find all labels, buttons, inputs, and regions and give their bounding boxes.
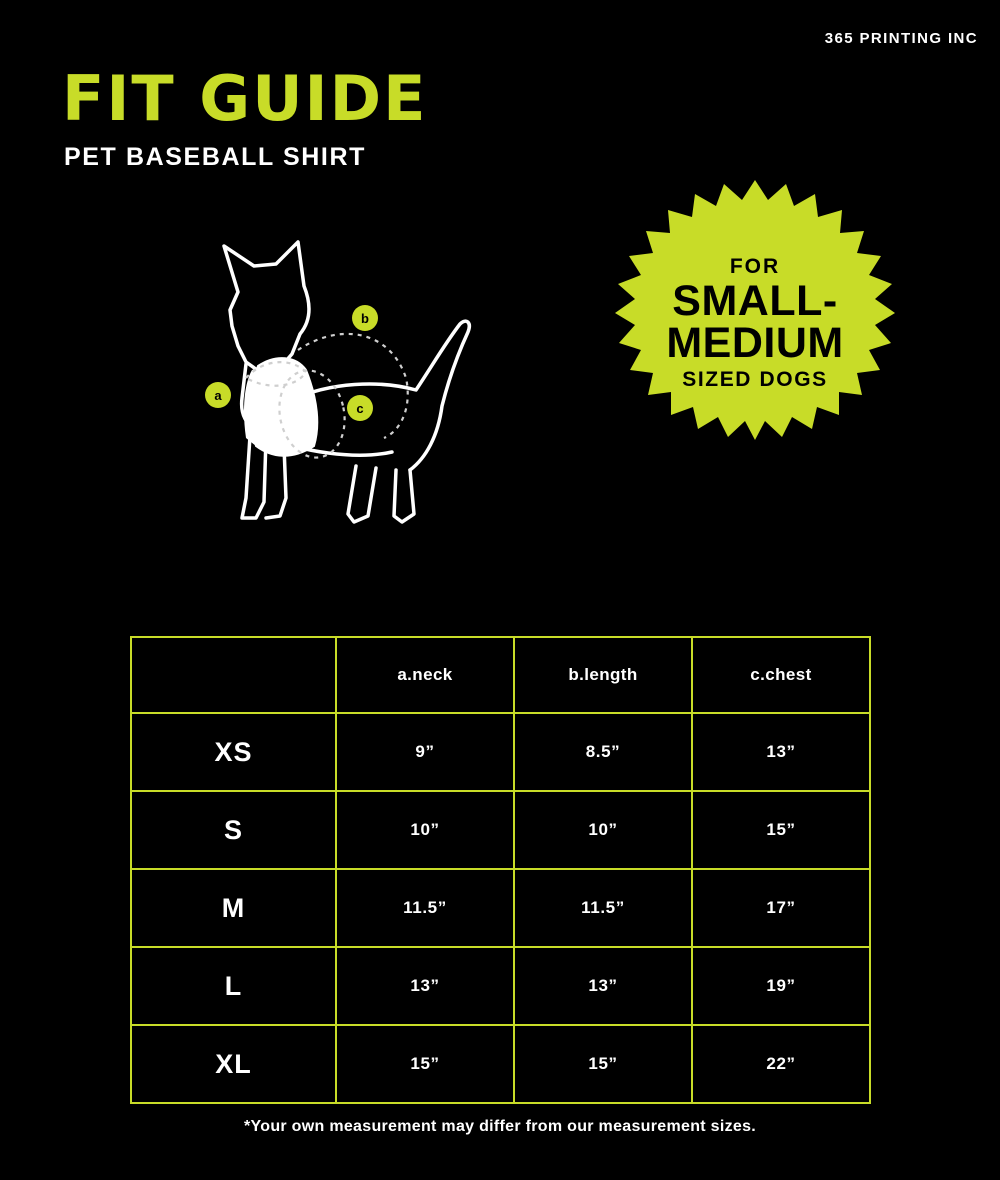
row-length: 15” (514, 1025, 692, 1103)
table-row (131, 713, 870, 791)
row-neck: 10” (336, 791, 514, 869)
row-neck: 15” (336, 1025, 514, 1103)
size-badge (600, 178, 910, 468)
footnote: *Your own measurement may differ from our measurement sizes. (243, 1118, 757, 1135)
table-row (131, 791, 870, 869)
badge-line1: SMALL- (672, 276, 838, 325)
badge-for-label: FOR (729, 254, 781, 278)
diagram-label-c (347, 395, 373, 421)
row-chest: 13” (692, 713, 870, 791)
row-chest: 19” (692, 947, 870, 1025)
row-size: L (131, 947, 336, 1025)
row-length: 11.5” (514, 869, 692, 947)
row-length: 10” (514, 791, 692, 869)
row-neck: 9” (336, 713, 514, 791)
svg-text:a: a (214, 388, 222, 403)
row-chest: 17” (692, 869, 870, 947)
table-header-chest: c.chest (692, 637, 870, 713)
row-length: 8.5” (514, 713, 692, 791)
page-title: FIT GUIDE (62, 62, 428, 135)
table-header-blank (131, 637, 336, 713)
table-header-neck: a.neck (336, 637, 514, 713)
table-header-row (131, 637, 870, 713)
row-size: XL (131, 1025, 336, 1103)
dog-diagram (180, 230, 540, 550)
row-size: XS (131, 713, 336, 791)
table-row (131, 1025, 870, 1103)
diagram-label-b (352, 305, 378, 331)
badge-sub-label: SIZED DOGS (682, 367, 828, 391)
svg-text:b: b (361, 311, 369, 326)
row-chest: 15” (692, 791, 870, 869)
table-header-length: b.length (514, 637, 692, 713)
row-neck: 11.5” (336, 869, 514, 947)
table-row (131, 869, 870, 947)
starburst-icon (600, 178, 910, 468)
size-table (130, 636, 871, 1104)
row-length: 13” (514, 947, 692, 1025)
row-size: M (131, 869, 336, 947)
table-row (131, 947, 870, 1025)
badge-line2: MEDIUM (666, 318, 844, 367)
row-neck: 13” (336, 947, 514, 1025)
page-subtitle: PET BASEBALL SHIRT (64, 143, 366, 171)
brand-name: 365 PRINTING INC (824, 30, 978, 47)
row-chest: 22” (692, 1025, 870, 1103)
row-size: S (131, 791, 336, 869)
diagram-label-a (205, 382, 231, 408)
svg-text:c: c (356, 401, 364, 416)
